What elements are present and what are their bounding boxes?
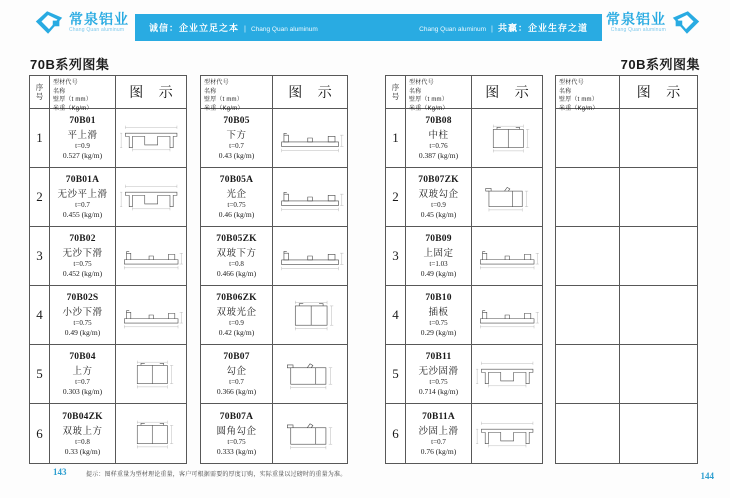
profile-cross-section-drawing xyxy=(276,231,344,281)
profile-cross-section-drawing xyxy=(119,290,183,340)
profile-name: 中柱 xyxy=(428,130,449,141)
spec-header-line: 型材代号 xyxy=(204,80,229,86)
row-index: 5 xyxy=(386,345,406,403)
profile-weight: 0.29 (kg/m) xyxy=(420,328,457,337)
profile-code: 70B05 xyxy=(223,116,250,126)
profile-code: 70B04ZK xyxy=(62,411,103,422)
profile-diagram-cell xyxy=(472,286,542,344)
profile-cross-section-drawing xyxy=(276,409,344,459)
brand-name-en: Chang Quan aluminum xyxy=(69,27,125,33)
profile-cross-section-drawing xyxy=(475,290,539,340)
table-3-head xyxy=(386,76,542,113)
table-3-body xyxy=(386,109,542,463)
table-3 xyxy=(385,75,543,464)
profile-spec xyxy=(406,345,472,403)
table-row xyxy=(201,286,347,345)
profile-diagram-cell xyxy=(273,286,347,344)
profile-spec xyxy=(556,168,620,226)
spec-header-line: 米重（Kg/m） xyxy=(204,106,244,113)
profile-cross-section-drawing xyxy=(119,172,183,222)
profile-thickness: t=0.9 xyxy=(75,142,90,150)
spec-header-line: 名称 xyxy=(559,88,572,95)
profile-spec xyxy=(556,286,620,344)
profile-diagram-cell xyxy=(116,227,186,285)
profile-name: 小沙下滑 xyxy=(62,307,103,318)
table-4 xyxy=(555,75,698,464)
spec-header-line: 名称 xyxy=(409,88,422,95)
profile-weight: 0.42 (kg/m) xyxy=(218,328,255,337)
profile-cross-section-drawing xyxy=(119,231,183,281)
brand-name-en: Chang Quan aluminum xyxy=(610,27,666,33)
profile-name: 勾企 xyxy=(226,366,247,377)
profile-weight: 0.452 (kg/m) xyxy=(62,269,103,278)
profile-name: 无沙平上滑 xyxy=(57,189,108,200)
profile-code: 70B09 xyxy=(425,234,452,244)
slogan-right-cn: 共赢：企业生存之道 xyxy=(497,23,588,33)
profile-spec xyxy=(50,404,116,463)
profile-diagram-cell xyxy=(620,168,697,226)
table-1 xyxy=(29,75,187,464)
row-index: 1 xyxy=(386,109,406,167)
profile-diagram-cell xyxy=(116,168,186,226)
profile-spec xyxy=(406,109,472,167)
slogan-left xyxy=(149,21,318,34)
table-row xyxy=(386,109,542,168)
profile-weight: 0.49 (kg/m) xyxy=(420,269,457,278)
profile-diagram-cell xyxy=(472,227,542,285)
column-header-diagram: 图 示 xyxy=(485,86,535,101)
profile-diagram-cell xyxy=(273,227,347,285)
profile-spec xyxy=(556,227,620,285)
profile-weight: 0.303 (kg/m) xyxy=(62,387,103,396)
table-row xyxy=(30,227,186,286)
column-header-index-label: 序号 xyxy=(35,82,44,101)
slogan-left-en: Chang Quan aluminum xyxy=(250,26,318,33)
row-index: 2 xyxy=(386,168,406,226)
profile-name: 双玻下方 xyxy=(216,248,257,259)
column-header-diagram: 图 示 xyxy=(288,86,338,101)
header-slogan-band xyxy=(135,14,602,41)
column-header-diagram: 图 示 xyxy=(129,86,179,101)
profile-thickness: t=0.75 xyxy=(73,260,92,268)
profile-spec xyxy=(50,227,116,285)
table-row xyxy=(30,109,186,168)
table-row xyxy=(386,168,542,227)
row-index: 2 xyxy=(30,168,50,226)
profile-weight: 0.333 (kg/m) xyxy=(216,446,257,456)
profile-thickness: t=0.75 xyxy=(227,437,246,446)
column-header-index xyxy=(386,76,406,108)
profile-diagram-cell xyxy=(273,404,347,463)
spec-header-line: 米重（Kg/m） xyxy=(53,106,93,113)
spec-header-line: 型材代号 xyxy=(559,80,584,86)
table-2-body xyxy=(201,109,347,463)
profile-code: 70B10 xyxy=(425,293,452,303)
profile-name: 沙固上滑 xyxy=(418,425,459,437)
profile-spec xyxy=(201,286,273,344)
spec-header-line: 米重（Kg/m） xyxy=(559,106,599,113)
spec-header-line: 名称 xyxy=(53,88,66,95)
profile-weight: 0.455 (kg/m) xyxy=(62,210,103,219)
profile-name: 无沙固滑 xyxy=(418,366,459,377)
profile-cross-section-drawing xyxy=(475,172,539,222)
profile-cross-section-drawing xyxy=(475,113,539,163)
table-1-body xyxy=(30,109,186,463)
profile-code: 70B02S xyxy=(66,293,99,303)
profile-code: 70B06ZK xyxy=(216,293,257,303)
profile-cross-section-drawing xyxy=(276,113,344,163)
profile-name: 双玻上方 xyxy=(62,425,103,437)
profile-thickness: t=0.9 xyxy=(431,201,446,209)
profile-code: 70B05ZK xyxy=(216,234,257,244)
table-row xyxy=(386,404,542,463)
profile-weight: 0.527 (kg/m) xyxy=(62,151,103,160)
slogan-right xyxy=(419,21,588,34)
profile-code: 70B01A xyxy=(65,175,100,185)
profile-cross-section-drawing xyxy=(119,409,183,459)
profile-diagram-cell xyxy=(472,404,542,463)
table-row xyxy=(201,109,347,168)
profile-code: 70B07 xyxy=(223,352,250,362)
profile-diagram-cell xyxy=(116,286,186,344)
profile-cross-section-drawing xyxy=(276,290,344,340)
profile-diagram-cell xyxy=(620,404,697,463)
profile-spec xyxy=(50,286,116,344)
table-4-body xyxy=(556,109,697,463)
table-2-head xyxy=(201,76,347,113)
profile-weight: 0.466 (kg/m) xyxy=(216,269,257,278)
profile-thickness: t=0.8 xyxy=(229,260,244,268)
spec-header-line: 名称 xyxy=(204,88,217,95)
profile-spec xyxy=(201,404,273,463)
profile-diagram-cell xyxy=(116,404,186,463)
column-header-index-label: 序号 xyxy=(391,82,400,101)
profile-diagram-cell xyxy=(472,345,542,403)
profile-name: 无沙下滑 xyxy=(62,248,103,259)
profile-thickness: t=1.03 xyxy=(429,260,448,268)
table-row xyxy=(30,404,186,463)
table-row xyxy=(201,345,347,404)
column-header-spec xyxy=(406,76,472,113)
brand-diamond-icon xyxy=(33,9,65,36)
profile-weight: 0.45 (kg/m) xyxy=(420,210,457,219)
profile-weight: 0.387 (kg/m) xyxy=(418,151,459,160)
row-index: 5 xyxy=(30,345,50,403)
row-index: 4 xyxy=(30,286,50,344)
profile-thickness: t=0.9 xyxy=(229,319,244,327)
profile-name: 上固定 xyxy=(423,248,454,259)
table-4-head xyxy=(556,76,697,113)
profile-diagram-cell xyxy=(273,109,347,167)
profile-spec xyxy=(201,109,273,167)
slogan-divider: | xyxy=(491,24,493,33)
table-row xyxy=(556,227,697,286)
profile-diagram-cell xyxy=(620,109,697,167)
spec-header-line: 型材代号 xyxy=(53,80,78,86)
profile-weight: 0.33 (kg/m) xyxy=(64,446,101,456)
profile-diagram-cell xyxy=(472,109,542,167)
profile-name: 双玻光企 xyxy=(216,307,257,318)
brand-name-cn: 常泉铝业 xyxy=(606,11,666,27)
profile-name: 插板 xyxy=(428,307,449,318)
profile-name: 双玻勾企 xyxy=(418,189,459,200)
profile-spec xyxy=(50,109,116,167)
profile-weight: 0.714 (kg/m) xyxy=(418,387,459,396)
slogan-left-cn: 诚信：企业立足之本 xyxy=(149,23,240,33)
profile-code: 70B07ZK xyxy=(418,175,459,185)
profile-spec xyxy=(201,168,273,226)
profile-thickness: t=0.7 xyxy=(229,142,244,150)
profile-cross-section-drawing xyxy=(276,172,344,222)
profile-code: 70B02 xyxy=(69,234,96,244)
column-header-spec xyxy=(201,76,273,113)
profile-name: 光企 xyxy=(226,189,247,200)
table-row xyxy=(30,168,186,227)
profile-thickness: t=0.75 xyxy=(429,319,448,327)
page-number-left: 143 xyxy=(53,467,67,477)
row-index: 6 xyxy=(386,404,406,463)
profile-spec xyxy=(556,109,620,167)
slogan-right-en: Chang Quan aluminum xyxy=(419,26,487,33)
profile-code: 70B04 xyxy=(69,352,96,362)
profile-code: 70B01 xyxy=(69,116,96,126)
table-row xyxy=(386,227,542,286)
slogan-divider: | xyxy=(244,24,246,33)
table-1-head xyxy=(30,76,186,113)
profile-weight: 0.366 (kg/m) xyxy=(216,387,257,396)
spec-header-line: 壁厚（t mm） xyxy=(53,97,92,104)
brand-diamond-icon xyxy=(670,9,702,36)
table-row xyxy=(556,168,697,227)
profile-diagram-cell xyxy=(116,109,186,167)
profile-cross-section-drawing xyxy=(475,409,539,459)
profile-thickness: t=0.7 xyxy=(75,378,90,386)
column-header-index xyxy=(30,76,50,108)
profile-spec xyxy=(556,404,620,463)
table-row xyxy=(386,345,542,404)
profile-code: 70B05A xyxy=(219,175,254,185)
page-title-left: 70B系列图集 xyxy=(30,57,110,72)
profile-spec xyxy=(50,168,116,226)
profile-spec xyxy=(201,345,273,403)
profile-cross-section-drawing xyxy=(119,113,183,163)
profile-diagram-cell xyxy=(472,168,542,226)
profile-diagram-cell xyxy=(620,345,697,403)
table-row xyxy=(556,109,697,168)
profile-spec xyxy=(406,227,472,285)
profile-code: 70B11 xyxy=(425,352,452,362)
table-row xyxy=(30,345,186,404)
row-index: 1 xyxy=(30,109,50,167)
page-title-right: 70B系列图集 xyxy=(620,57,700,72)
profile-weight: 0.49 (kg/m) xyxy=(64,328,101,337)
table-2 xyxy=(200,75,348,464)
row-index: 6 xyxy=(30,404,50,463)
logo-left xyxy=(33,9,129,36)
footnote: 提示：图样重量为型材理论重量，客户可根据需要的厚度订购，实际重量以过磅时的重量为准。 xyxy=(86,472,347,478)
column-header-spec xyxy=(556,76,620,113)
profile-code: 70B11A xyxy=(422,411,455,422)
profile-thickness: t=0.75 xyxy=(227,201,246,209)
profile-cross-section-drawing xyxy=(276,349,344,399)
spec-header-line: 壁厚（t mm） xyxy=(204,97,243,104)
logo-right xyxy=(606,9,702,36)
profile-spec xyxy=(50,345,116,403)
table-row xyxy=(556,404,697,463)
profile-name: 平上滑 xyxy=(67,130,98,141)
profile-diagram-cell xyxy=(620,227,697,285)
profile-diagram-cell xyxy=(273,345,347,403)
row-index: 4 xyxy=(386,286,406,344)
profile-thickness: t=0.75 xyxy=(73,319,92,327)
row-index: 3 xyxy=(386,227,406,285)
brand-name-cn: 常泉铝业 xyxy=(69,11,129,27)
profile-spec xyxy=(406,404,472,463)
profile-thickness: t=0.76 xyxy=(429,142,448,150)
profile-thickness: t=0.75 xyxy=(429,378,448,386)
profile-thickness: t=0.8 xyxy=(75,437,90,446)
profile-weight: 0.46 (kg/m) xyxy=(218,210,255,219)
spec-header-line: 壁厚（t mm） xyxy=(409,97,448,104)
spec-header-line: 米重（Kg/m） xyxy=(409,106,449,113)
profile-cross-section-drawing xyxy=(119,349,183,399)
profile-name: 上方 xyxy=(72,366,93,377)
spec-header-line: 壁厚（t mm） xyxy=(559,97,598,104)
profile-diagram-cell xyxy=(116,345,186,403)
profile-spec xyxy=(406,286,472,344)
table-row xyxy=(30,286,186,345)
profile-weight: 0.43 (kg/m) xyxy=(218,151,255,160)
page-number-right: 144 xyxy=(700,471,714,481)
table-row xyxy=(201,404,347,463)
profile-cross-section-drawing xyxy=(475,231,539,281)
profile-diagram-cell xyxy=(273,168,347,226)
column-header-diagram: 图 示 xyxy=(636,86,687,101)
table-row xyxy=(556,345,697,404)
table-row xyxy=(201,168,347,227)
profile-spec xyxy=(406,168,472,226)
table-row xyxy=(201,227,347,286)
profile-thickness: t=0.7 xyxy=(75,201,90,209)
spec-header-line: 型材代号 xyxy=(409,80,434,86)
profile-spec xyxy=(201,227,273,285)
profile-diagram-cell xyxy=(620,286,697,344)
profile-name: 下方 xyxy=(226,130,247,141)
column-header-spec xyxy=(50,76,116,113)
profile-cross-section-drawing xyxy=(475,349,539,399)
table-row xyxy=(556,286,697,345)
profile-code: 70B07A xyxy=(219,411,254,422)
profile-spec xyxy=(556,345,620,403)
profile-weight: 0.76 (kg/m) xyxy=(420,446,457,456)
profile-name: 圆角勾企 xyxy=(216,425,257,437)
row-index: 3 xyxy=(30,227,50,285)
profile-code: 70B08 xyxy=(425,116,452,126)
table-row xyxy=(386,286,542,345)
profile-thickness: t=0.7 xyxy=(431,437,446,446)
profile-thickness: t=0.7 xyxy=(229,378,244,386)
